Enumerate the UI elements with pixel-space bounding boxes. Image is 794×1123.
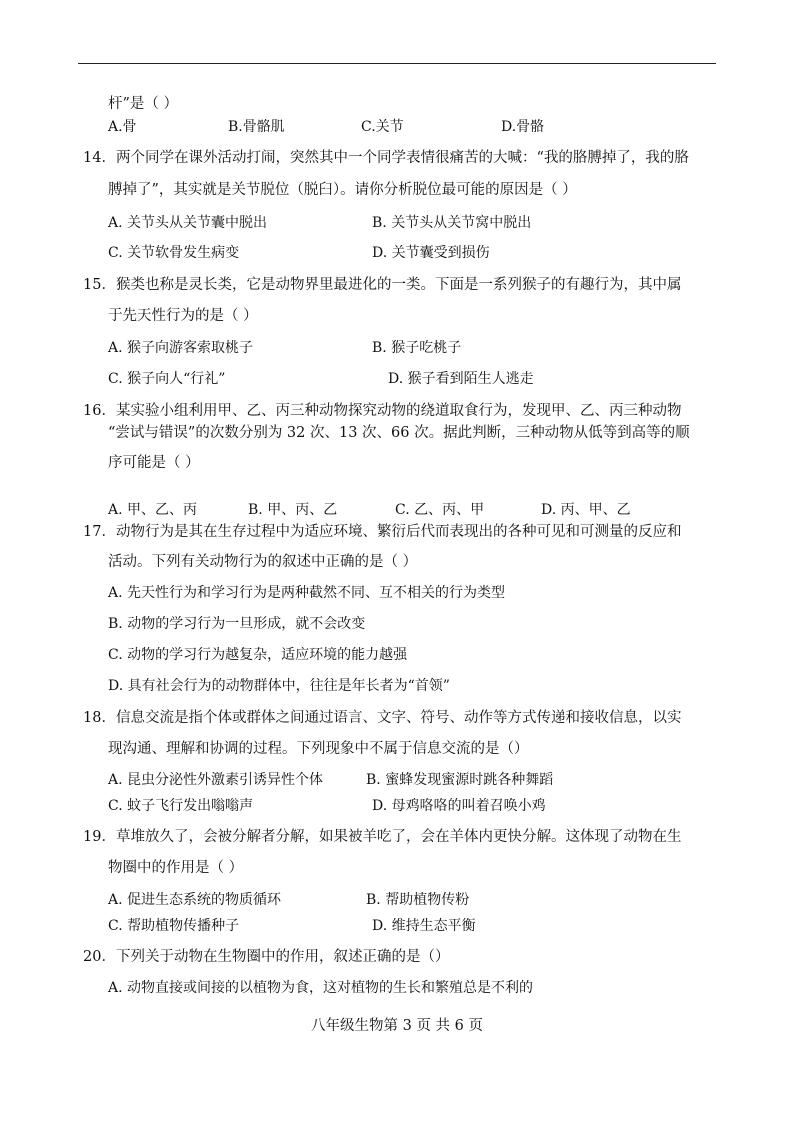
q17-option-c: C. 动物的学习行为越复杂，适应环境的能力越强 — [108, 647, 408, 663]
question-number: 20． — [83, 949, 116, 965]
question-16-line-3: 序可能是（ ） — [108, 455, 200, 471]
question-20-line-1 — [83, 947, 449, 967]
question-19-line-1 — [83, 827, 681, 847]
q16-option-c: C. 乙、丙、甲 — [395, 502, 485, 518]
header-rule — [78, 63, 716, 64]
question-text: 某实验小组利用甲、乙、丙三种动物探究动物的绕道取食行为，发现甲、乙、丙三种动物 — [115, 403, 682, 419]
q13-option-b: B.骨骼肌 — [228, 119, 285, 135]
question-text: 猴类也称是灵长类，它是动物界里最进化的一类。下面是一系列猴子的有趣行为，其中属 — [115, 277, 682, 293]
q20-option-a: A. 动物直接或间接的以植物为食，这对植物的生长和繁殖总是不利的 — [108, 980, 534, 996]
q13-option-a: A.骨 — [108, 119, 137, 135]
q18-option-c: C. 蚊子飞行发出嗡嗡声 — [108, 798, 254, 814]
q13-option-c: C.关节 — [361, 119, 404, 135]
q14-option-d: D. 关节囊受到损伤 — [372, 245, 490, 261]
question-text: 草堆放久了，会被分解者分解，如果被羊吃了，会在羊体内更快分解。这体现了动物在生 — [115, 829, 682, 845]
q14-option-c: C. 关节软骨发生病变 — [108, 245, 240, 261]
question-text: 信息交流是指个体或群体之间通过语言、文字、符号、动作等方式传递和接收信息，以实 — [115, 710, 682, 726]
q16-option-d: D. 丙、甲、乙 — [541, 502, 631, 518]
question-17-line-1 — [83, 522, 681, 542]
q18-option-b: B. 蜜蜂发现蜜源时跳各种舞蹈 — [366, 772, 554, 788]
q17-option-a: A. 先天性行为和学习行为是两种截然不同、互不相关的行为类型 — [108, 585, 506, 601]
q18-option-d: D. 母鸡咯咯的叫着召唤小鸡 — [372, 798, 546, 814]
question-number: 14． — [83, 150, 116, 166]
q15-option-a: A. 猴子向游客索取桃子 — [108, 340, 254, 356]
q18-option-a: A. 昆虫分泌性外激素引诱异性个体 — [108, 772, 324, 788]
q19-option-b: B. 帮助植物传粉 — [366, 892, 470, 908]
q19-option-d: D. 维持生态平衡 — [372, 918, 476, 934]
question-text: 动物行为是其在生存过程中为适应环境、繁衍后代而表现出的各种可见和可测量的反应和 — [115, 524, 682, 540]
q14-option-a: A. 关节头从关节囊中脱出 — [108, 215, 268, 231]
question-14-line-1 — [83, 148, 689, 168]
page-footer: 八年级生物第 3 页 共 6 页 — [311, 1018, 483, 1034]
question-18-line-2: 现沟通、理解和协调的过程。下列现象中不属于信息交流的是（） — [108, 741, 529, 757]
q15-option-c: C. 猴子向人“行礼” — [108, 371, 226, 387]
q17-option-b: B. 动物的学习行为一旦形成，就不会改变 — [108, 616, 366, 632]
q15-option-d: D. 猴子看到陌生人逃走 — [388, 371, 534, 387]
question-16-line-2: “尝试与错误”的次数分别为 32 次、13 次、66 次。据此判断，三种动物从低等到高等的顺 — [108, 425, 690, 441]
q17-option-d: D. 具有社会行为的动物群体中，往往是年长者为“首领” — [108, 678, 450, 694]
q14-option-b: B. 关节头从关节窝中脱出 — [372, 215, 532, 231]
q19-option-a: A. 促进生态系统的物质循环 — [108, 892, 282, 908]
question-19-line-2: 物圈中的作用是（ ） — [108, 860, 244, 876]
question-text: 两个同学在课外活动打闹，突然其中一个同学表情很痛苦的大喊：“我的胳膊掉了，我的胳 — [115, 150, 689, 166]
question-number: 18． — [83, 710, 116, 726]
q19-option-c: C. 帮助植物传播种子 — [108, 918, 240, 934]
question-16-line-1 — [83, 401, 681, 421]
question-text: 下列关于动物在生物圈中的作用，叙述正确的是（） — [115, 949, 450, 965]
q15-option-b: B. 猴子吃桃子 — [372, 340, 462, 356]
question-18-line-1 — [83, 708, 681, 728]
q13-stem-continuation: 杆”是（ ） — [108, 96, 179, 112]
question-number: 16． — [83, 403, 116, 419]
question-15-line-1 — [83, 275, 681, 295]
question-number: 19． — [83, 829, 116, 845]
q16-option-b: B. 甲、丙、乙 — [248, 502, 338, 518]
question-14-line-2: 膊掉了”，其实就是关节脱位（脱臼）。请你分析脱位最可能的原因是（ ） — [108, 182, 577, 198]
q16-option-a: A. 甲、乙、丙 — [108, 502, 198, 518]
q13-option-d: D.骨骼 — [501, 119, 545, 135]
question-number: 17． — [83, 524, 116, 540]
question-number: 15． — [83, 277, 116, 293]
question-15-line-2: 于先天性行为的是（ ） — [108, 308, 258, 324]
question-17-line-2: 活动。下列有关动物行为的叙述中正确的是（ ） — [108, 554, 418, 570]
